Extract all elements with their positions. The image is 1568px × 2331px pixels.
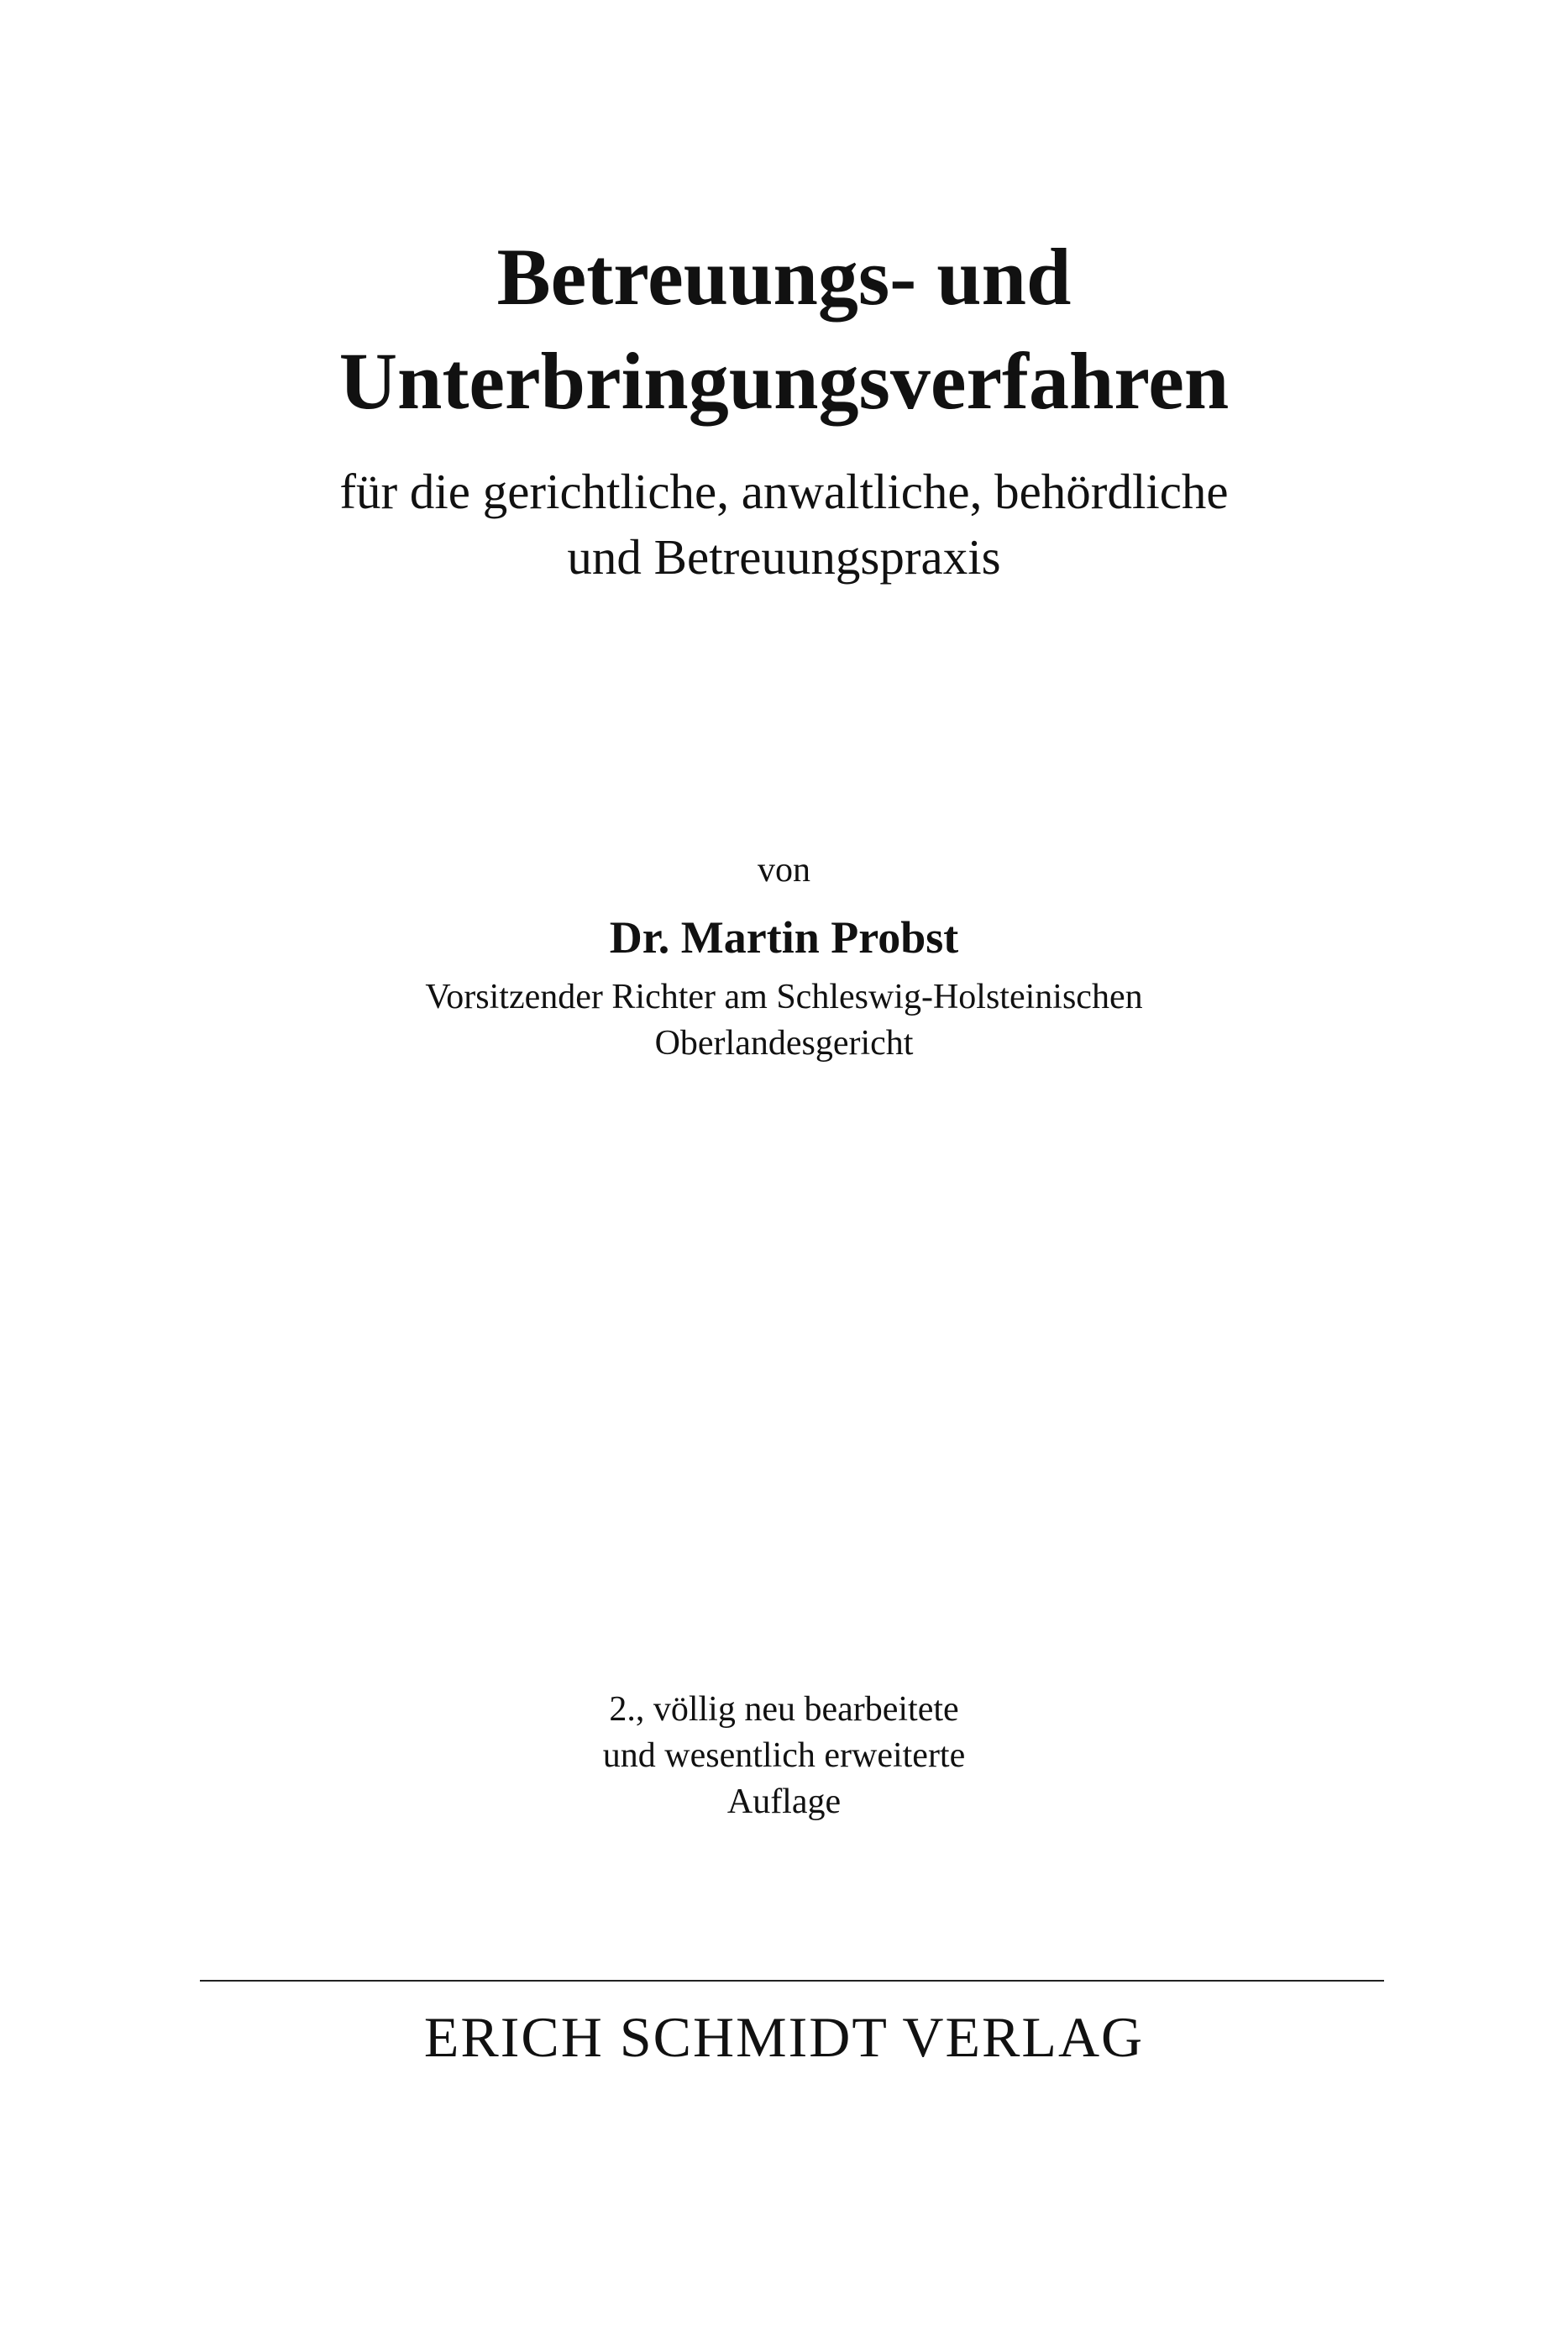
edition-line-1: 2., völlig neu bearbeitete: [609, 1690, 959, 1729]
book-subtitle-line-1: für die gerichtliche, anwaltliche, behördliche: [339, 464, 1229, 519]
book-subtitle-line-2: und Betreuungspraxis: [567, 529, 1001, 585]
book-subtitle: [0, 459, 1568, 590]
book-title-line-1: Betreuungs- und: [496, 232, 1072, 322]
author-affiliation-line-2: Oberlandesgericht: [654, 1024, 914, 1063]
edition-line-3: Auflage: [726, 1782, 842, 1821]
author-affiliation-line-1: Vorsitzender Richter am Schleswig-Holsteinischen: [425, 978, 1143, 1016]
author-by-label: von: [758, 851, 810, 890]
book-title-line-2: Unterbringungsverfahren: [338, 336, 1230, 426]
publisher-divider: [200, 1980, 1384, 1982]
author-preposition: [0, 847, 1568, 894]
author-name-text: Dr. Martin Probst: [609, 912, 959, 963]
edition-statement: [0, 1687, 1568, 1825]
publisher: [0, 2001, 1568, 2073]
book-title: [0, 225, 1568, 433]
author-affiliation: [0, 974, 1568, 1067]
publisher-name: ERICH SCHMIDT VERLAG: [423, 2005, 1145, 2069]
edition-line-2: und wesentlich erweiterte: [602, 1736, 966, 1775]
author-name: [0, 907, 1568, 968]
